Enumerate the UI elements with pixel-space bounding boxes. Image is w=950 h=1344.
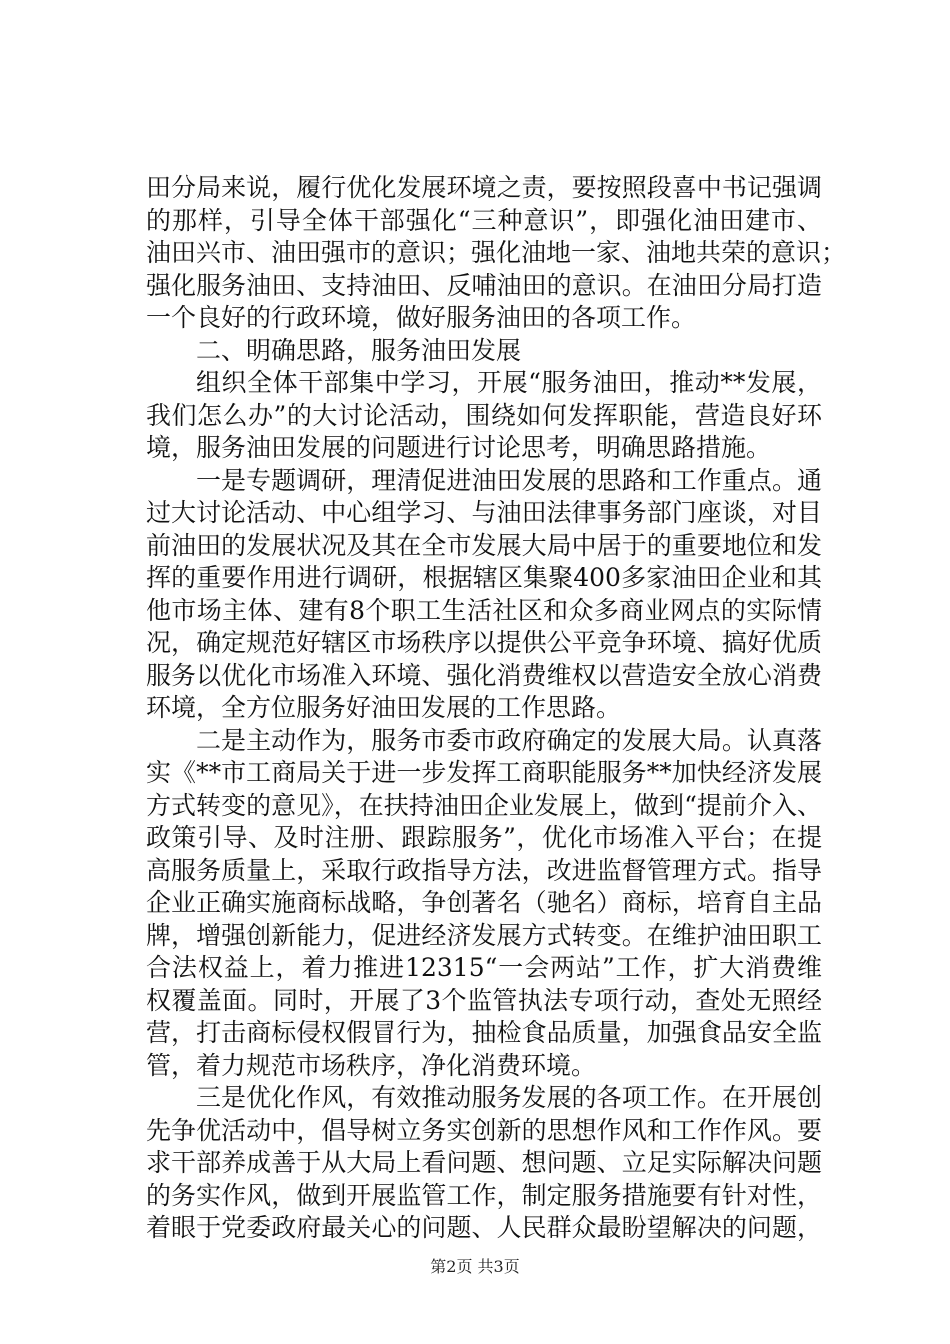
text-line: 管，着力规范市场秩序，净化消费环境。 — [146, 1050, 597, 1080]
text-line: 况，确定规范好辖区市场秩序以提供公平竞争环境、搞好优质 — [146, 628, 822, 657]
text-line: 求干部养成善于从大局上看问题、想问题、立足实际解决问题 — [146, 1148, 822, 1177]
text-line: 一是专题调研，理清促进油田发展的思路和工作重点。通 — [196, 465, 822, 495]
text-line: 挥的重要作用进行调研，根据辖区集聚400多家油田企业和其 — [146, 563, 822, 592]
text-line: 先争优活动中，倡导树立务实创新的思想作风和工作作风。要 — [146, 1115, 822, 1145]
text-line: 方式转变的意见》，在扶持油田企业发展上，做到“提前介入、 — [146, 790, 822, 820]
text-line: 的务实作风，做到开展监管工作，制定服务措施要有针对性， — [146, 1180, 822, 1210]
page-number: 第2页 共3页 — [430, 1257, 520, 1276]
text-line: 前油田的发展状况及其在全市发展大局中居于的重要地位和发 — [146, 530, 822, 560]
text-line: 合法权益上，着力推进12315“一会两站”工作，扩大消费维 — [146, 953, 822, 982]
section-heading: 二、明确思路，服务油田发展 — [196, 335, 522, 365]
text-line: 的那样，引导全体干部强化“三种意识”，即强化油田建市、 — [146, 205, 822, 235]
text-line: 牌，增强创新能力，促进经济发展方式转变。在维护油田职工 — [146, 920, 822, 950]
text-line: 权覆盖面。同时，开展了3个监管执法专项行动，查处无照经 — [146, 985, 822, 1015]
text-line: 服务以优化市场准入环境、强化消费维权以营造安全放心消费 — [146, 660, 822, 690]
text-line: 政策引导、及时注册、跟踪服务”，优化市场准入平台；在提 — [146, 823, 822, 852]
page-footer — [0, 1254, 950, 1277]
text-line: 油田兴市、油田强市的意识；强化油地一家、油地共荣的意识； — [146, 238, 847, 267]
text-line: 强化服务油田、支持油田、反哺油田的意识。在油田分局打造 — [146, 270, 822, 300]
document-body — [146, 172, 847, 1245]
text-line: 过大讨论活动、中心组学习、与油田法律事务部门座谈，对目 — [146, 498, 822, 527]
text-line: 一个良好的行政环境，做好服务油田的各项工作。 — [146, 303, 697, 332]
text-line: 境，服务油田发展的问题进行讨论思考，明确思路措施。 — [146, 433, 772, 462]
text-line: 我们怎么办”的大讨论活动，围绕如何发挥职能，营造良好环 — [146, 400, 822, 430]
text-line: 他市场主体、建有8个职工生活社区和众多商业网点的实际情 — [146, 595, 822, 625]
text-line: 营，打击商标侵权假冒行为，抽检食品质量，加强食品安全监 — [146, 1018, 822, 1047]
text-line: 高服务质量上，采取行政指导方法，改进监督管理方式。指导 — [146, 855, 822, 885]
text-line: 实《**市工商局关于进一步发挥工商职能服务**加快经济发展 — [146, 758, 822, 787]
text-line: 田分局来说，履行优化发展环境之责，要按照段喜中书记强调 — [146, 173, 822, 202]
text-line: 环境，全方位服务好油田发展的工作思路。 — [146, 693, 622, 722]
text-line: 着眼于党委政府最关心的问题、人民群众最盼望解决的问题， — [146, 1213, 822, 1242]
text-line: 三是优化作风，有效推动服务发展的各项工作。在开展创 — [196, 1083, 822, 1112]
text-line: 二是主动作为，服务市委市政府确定的发展大局。认真落 — [196, 725, 822, 755]
text-line: 组织全体干部集中学习，开展“服务油田，推动**发展， — [196, 368, 822, 397]
text-line: 企业正确实施商标战略，争创著名（驰名）商标，培育自主品 — [146, 888, 822, 917]
